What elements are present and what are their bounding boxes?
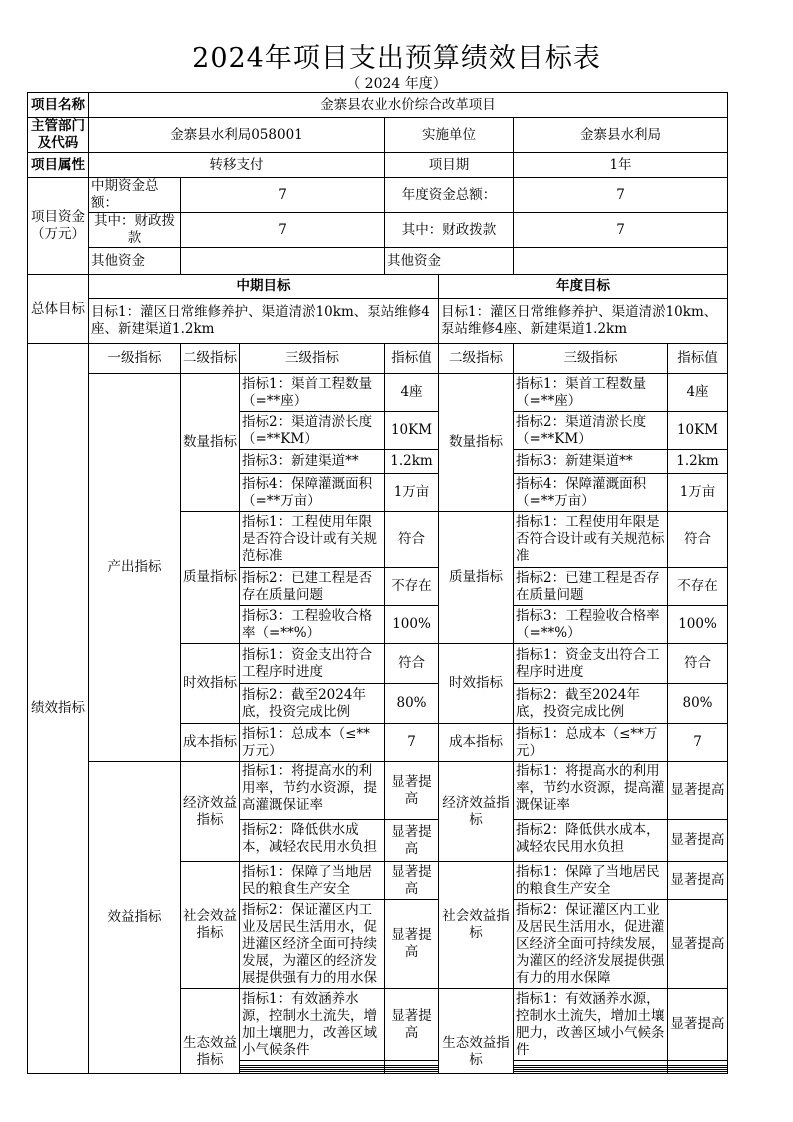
q2-mid-val: 10KM — [385, 412, 439, 450]
header-level3: 三级指标 — [240, 344, 385, 374]
year-fiscal-value: 7 — [514, 213, 728, 248]
e2-mid — [240, 820, 385, 862]
group-quantity-year: 数量指标 — [439, 374, 514, 512]
g1-mid — [240, 989, 385, 1061]
header-level1: 一级指标 — [89, 344, 181, 374]
e2-year-text: 指标2：降低供水成本，减轻农民用水负担 — [516, 821, 660, 855]
group-ecological: 生态效益指标 — [181, 989, 240, 1074]
output-label: 产出指标 — [89, 374, 181, 762]
header-level3b: 三级指标 — [514, 344, 668, 374]
dept-label: 主管部门及代码 — [28, 118, 89, 153]
q4-mid-val: 1万亩 — [385, 474, 439, 512]
q3-year: 指标3：新建渠道** — [514, 450, 668, 474]
impl-value: 金寨县水利局 — [514, 118, 728, 153]
g1-mid-text: 指标1：有效涵养水源，控制水土流失，增加土壤肥力，改善区域小气候条件 — [242, 990, 377, 1058]
group-timeliness-year: 时效指标 — [439, 644, 514, 724]
group-economic: 经济效益指标 — [181, 762, 240, 862]
mid-fiscal-label: 其中：财政拨款 — [89, 213, 181, 248]
ql2-mid-val: 不存在 — [385, 568, 439, 606]
impl-label: 实施单位 — [385, 118, 514, 153]
s1-year-val: 显著提高 — [668, 862, 728, 900]
q2-mid: 指标2：渠道清淤长度（=**KM） — [240, 412, 385, 450]
ql1-year: 指标1：工程使用年限是否符合设计或有关规范标准 — [514, 512, 668, 568]
e1-mid-val: 显著提高 — [385, 762, 439, 820]
mid-target-header: 中期目标 — [89, 275, 439, 299]
g-filler-e2 — [385, 1072, 439, 1074]
mid-total-label: 中期资金总额： — [89, 178, 181, 213]
group-economic-year: 经济效益指标 — [439, 762, 514, 862]
t2-year: 指标2：截至2024年底，投资完成比例 — [514, 684, 668, 724]
group-social: 社会效益指标 — [181, 862, 240, 989]
t2-year-val: 80% — [668, 684, 728, 724]
g1-year — [514, 989, 668, 1061]
project-name-value: 金寨县农业水价综合改革项目 — [89, 93, 728, 118]
s2-mid-text: 指标2：保证灌区内工业及居民生活用水，促进灌区经济全面可持续发展，为灌区的经济发展提供强有力的用水保 — [242, 901, 377, 986]
e2-mid-text: 指标2：降低供水成本，减轻农民用水负担 — [242, 821, 377, 855]
t2-mid: 指标2：截至2024年底，投资完成比例 — [240, 684, 385, 724]
ql3-year: 指标3：工程验收合格率（=**%） — [514, 606, 668, 644]
e1-mid-text: 指标1：将提高水的利用率，节约水资源，提高灌溉保证率 — [242, 763, 377, 813]
s2-year-val: 显著提高 — [668, 900, 728, 989]
e2-year — [514, 820, 668, 862]
mid-other-value — [181, 248, 385, 275]
e1-year — [514, 762, 668, 820]
t2-mid-val: 80% — [385, 684, 439, 724]
ql3-mid-val: 100% — [385, 606, 439, 644]
year-total-value: 7 — [514, 178, 728, 213]
ql2-year-val: 不存在 — [668, 568, 728, 606]
q1-year-val: 4座 — [668, 374, 728, 412]
q4-mid: 指标4：保障灌溉面积（=**万亩） — [240, 474, 385, 512]
q4-year-val: 1万亩 — [668, 474, 728, 512]
header-valueb: 指标值 — [668, 344, 728, 374]
year-fiscal-label: 其中：财政拨款 — [385, 213, 514, 248]
dept-value: 金寨县水利局058001 — [89, 118, 385, 153]
ql2-year: 指标2：已建工程是否存在质量问题 — [514, 568, 668, 606]
t1-year-val: 符合 — [668, 644, 728, 684]
g-filler-e1 — [240, 1072, 385, 1074]
ql1-mid-val: 符合 — [385, 512, 439, 568]
q2-year: 指标2：渠道清淤长度（=**KM） — [514, 412, 668, 450]
c1-mid-val: 7 — [385, 724, 439, 762]
s2-mid-val: 显著提高 — [385, 900, 439, 989]
q1-year: 指标1：渠首工程数量（=**座） — [514, 374, 668, 412]
group-social-year: 社会效益指标 — [439, 862, 514, 989]
mid-total-value: 7 — [181, 178, 385, 213]
e2-year-val: 显著提高 — [668, 820, 728, 862]
mid-target-text: 目标1：灌区日常维修养护、渠道清淤10km、泵站维修4座、新建渠道1.2km — [89, 299, 439, 344]
attr-label: 项目属性 — [28, 153, 89, 178]
group-cost-year: 成本指标 — [439, 724, 514, 762]
c1-year-val: 7 — [668, 724, 728, 762]
c1-mid: 指标1：总成本（≤**万元） — [240, 724, 385, 762]
q2-year-val: 10KM — [668, 412, 728, 450]
s2-mid — [240, 900, 385, 989]
c1-year: 指标1：总成本（≤**万元） — [514, 724, 668, 762]
q1-mid-val: 4座 — [385, 374, 439, 412]
overall-label: 总体目标 — [28, 275, 89, 344]
group-ecological-year: 生态效益指标 — [439, 989, 514, 1074]
s1-mid-val: 显著提高 — [385, 862, 439, 900]
attr-value: 转移支付 — [89, 153, 385, 178]
g-filler-e4 — [668, 1072, 728, 1074]
s1-year: 指标1：保障了当地居民的粮食生产安全 — [514, 862, 668, 900]
mid-other-label: 其他资金 — [89, 248, 181, 275]
s2-year — [514, 900, 668, 989]
header-level2b: 二级指标 — [439, 344, 514, 374]
g1-mid-val: 显著提高 — [385, 989, 439, 1061]
ql3-year-val: 100% — [668, 606, 728, 644]
indicators-label: 绩效指标 — [28, 344, 89, 1074]
page-subtitle: （ 2024 年度） — [346, 76, 447, 92]
e1-mid — [240, 762, 385, 820]
e1-year-val: 显著提高 — [668, 762, 728, 820]
year-target-header: 年度目标 — [439, 275, 728, 299]
q1-mid: 指标1：渠首工程数量（=**座） — [240, 374, 385, 412]
year-target-text: 目标1：灌区日常维修养护、渠道清淤10km、泵站维修4座、新建渠道1.2km — [439, 299, 728, 344]
s2-year-text: 指标2：保证灌区内工业及居民生活用水，促进灌区经济全面可持续发展，为灌区的经济发展提供强有力的用水保障 — [516, 901, 665, 986]
e2-mid-val: 显著提高 — [385, 820, 439, 862]
ql2-mid: 指标2：已建工程是否存在质量问题 — [240, 568, 385, 606]
q3-mid-val: 1.2km — [385, 450, 439, 474]
year-other-label: 其他资金 — [385, 248, 514, 275]
t1-mid: 指标1：资金支出符合工程序时进度 — [240, 644, 385, 684]
group-quantity: 数量指标 — [181, 374, 240, 512]
s1-mid: 指标1：保障了当地居民的粮食生产安全 — [240, 862, 385, 900]
ql1-year-val: 符合 — [668, 512, 728, 568]
period-value: 1年 — [514, 153, 728, 178]
q3-year-val: 1.2km — [668, 450, 728, 474]
project-name-label: 项目名称 — [28, 93, 89, 118]
group-cost: 成本指标 — [181, 724, 240, 762]
t1-year: 指标1：资金支出符合工程序时进度 — [514, 644, 668, 684]
header-value: 指标值 — [385, 344, 439, 374]
page-title: 2024年项目支出预算绩效目标表 — [192, 43, 601, 74]
budget-table — [27, 92, 728, 1074]
g1-year-text: 指标1：有效涵养水源，控制水土流失，增加土壤肥力，改善区域小气候条件 — [516, 990, 665, 1058]
group-timeliness: 时效指标 — [181, 644, 240, 724]
g1-year-val: 显著提高 — [668, 989, 728, 1061]
period-label: 项目期 — [385, 153, 514, 178]
header-level2: 二级指标 — [181, 344, 240, 374]
ql3-mid: 指标3：工程验收合格率（=**%） — [240, 606, 385, 644]
q3-mid: 指标3：新建渠道** — [240, 450, 385, 474]
q4-year: 指标4：保障灌溉面积（=**万亩） — [514, 474, 668, 512]
group-quality: 质量指标 — [181, 512, 240, 644]
ql1-mid: 指标1：工程使用年限是否符合设计或有关规范标准 — [240, 512, 385, 568]
g-filler-e3 — [514, 1072, 668, 1074]
funds-label: 项目资金（万元） — [28, 178, 89, 275]
mid-fiscal-value: 7 — [181, 213, 385, 248]
year-other-value — [514, 248, 728, 275]
year-total-label: 年度资金总额： — [385, 178, 514, 213]
e1-year-text: 指标1：将提高水的利用率，节约水资源，提高灌溉保证率 — [516, 763, 665, 813]
t1-mid-val: 符合 — [385, 644, 439, 684]
benefit-label: 效益指标 — [89, 762, 181, 1074]
group-quality-year: 质量指标 — [439, 512, 514, 644]
